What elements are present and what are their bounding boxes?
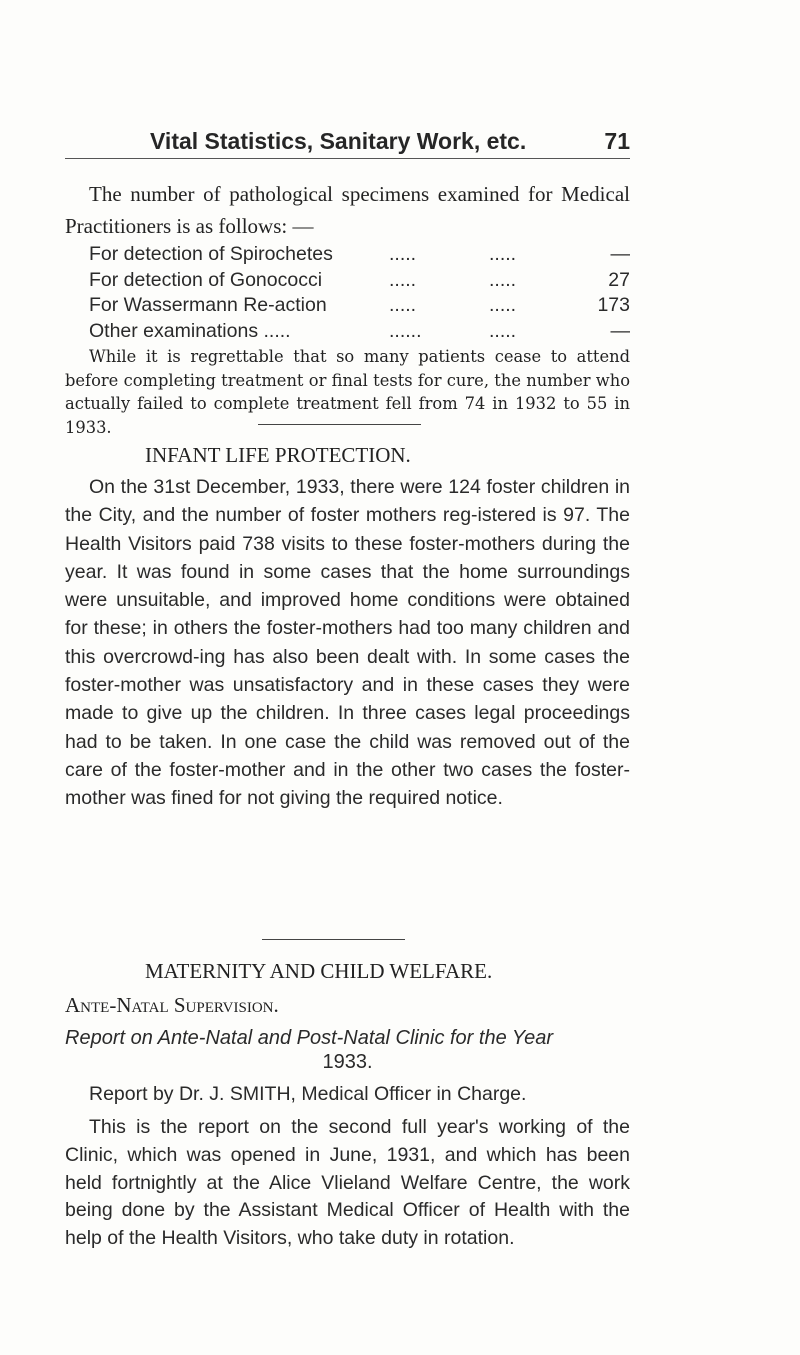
maternity-heading: MATERNITY AND CHILD WELFARE. (145, 959, 493, 983)
leader-dots: ..... (389, 294, 417, 316)
list-item-label: For detection of Spirochetes (89, 243, 333, 265)
section-divider (262, 939, 405, 940)
leader-dots: ..... (389, 243, 417, 265)
infant-heading: INFANT LIFE PROTECTION. (145, 443, 411, 467)
list-item-value: — (610, 243, 630, 265)
leader-dots: ..... (489, 294, 517, 316)
section-divider (258, 424, 421, 425)
list-item (89, 242, 630, 268)
ante-natal-subheading: Ante-Natal Supervision. (65, 993, 279, 1017)
clinic-text: This is the report on the second full year's working of the Clinic, which was opened in June, 1931, and which has been held fortnightly at the Alice Vlieland Welfare Centre, the work being done by the Assistant Medical Officer of Health with the help of the Health Visitors, who take duty in rotation. (65, 1116, 630, 1250)
list-item-value: 173 (597, 294, 630, 316)
report-title-line1: Report on Ante-Natal and Post-Natal Clinic for the Year (65, 1027, 554, 1049)
infant-paragraph (65, 473, 630, 813)
leader-dots: ..... (389, 268, 417, 291)
specimen-list (89, 242, 630, 344)
report-title (65, 1026, 630, 1074)
intro-paragraph (65, 178, 630, 242)
list-item (89, 268, 630, 294)
intro-text: The number of pathological specimens examined for Medical Practitioners is as follows: — (65, 182, 630, 238)
list-item-value: 27 (608, 268, 630, 291)
running-head-title: Vital Statistics, Sanitary Work, etc. (150, 128, 527, 154)
clinic-paragraph (65, 1114, 630, 1253)
list-item-label: Other examinations ..... (89, 319, 291, 342)
leader-dots: ..... (489, 243, 517, 265)
leader-dots: ..... (489, 319, 517, 342)
report-by (65, 1081, 630, 1109)
leader-dots: ...... (389, 319, 422, 342)
header-rule (65, 158, 630, 159)
list-item-value: — (610, 319, 630, 342)
list-item-label: For detection of Gonococci (89, 268, 323, 291)
report-by-text: Report by Dr. J. SMITH, Medical Officer in Charge. (89, 1083, 527, 1105)
page-number: 71 (604, 128, 630, 154)
leader-dots: ..... (489, 268, 517, 291)
list-item (89, 293, 630, 319)
list-item-label: For Wassermann Re-action (89, 294, 327, 316)
report-title-line2: 1933. (322, 1051, 373, 1073)
list-item (89, 319, 630, 345)
regret-text: While it is regrettable that so many patients cease to attend before completing treatment or final tests for cure, the number who actually failed to complete treatment fell from 74 in 1932 to 55 in 1933. (65, 347, 630, 437)
infant-text: On the 31st December, 1933, there were 124 foster children in the City, and the number of foster mothers reg-istered is 97. The Health Visitors paid 738 visits to these foster-mothers during the year. It was found in some cases that the home surroundings were unsuitable, and improved home conditions were obtained for these; in others the foster-mothers had too many children and this overcrowd-ing has also been dealt with. In some cases the foster-mother was unsatisfactory and in these cases they were made to give up the children. In three cases legal proceedings had to be taken. In one case the child was removed out of the care of the foster-mother and in the other two cases the foster-mother was fined for not giving the required notice. (65, 476, 630, 810)
